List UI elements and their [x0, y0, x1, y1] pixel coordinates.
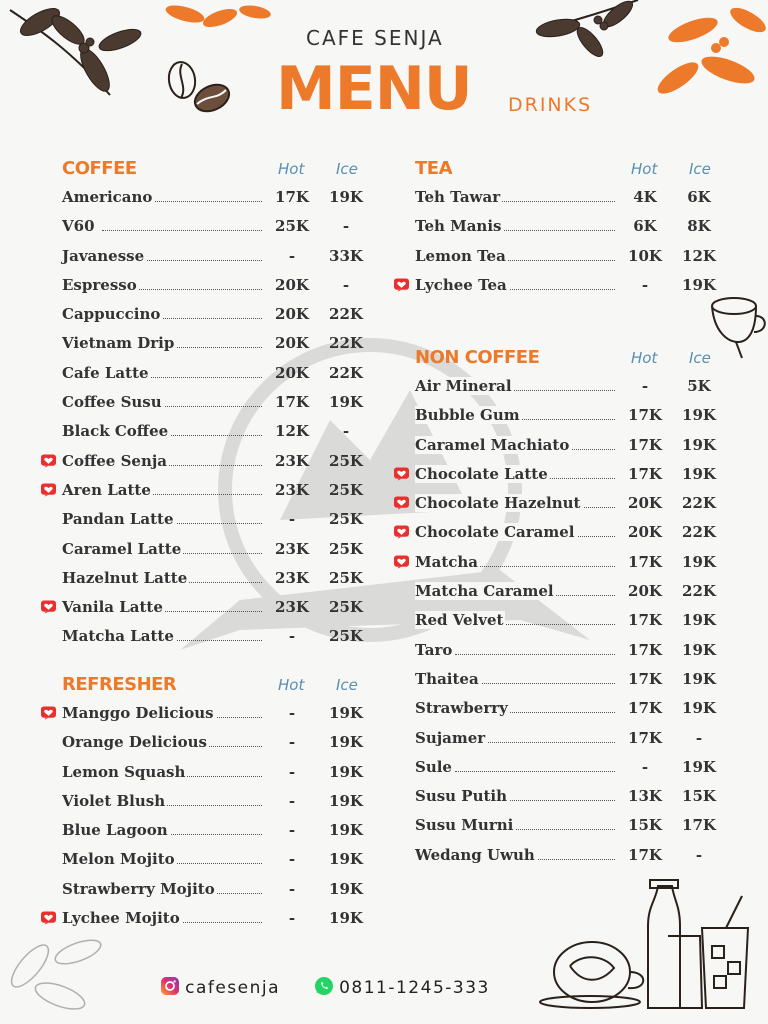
menu-item	[62, 592, 382, 621]
menu-item-name: Coffee Senja	[62, 451, 167, 470]
menu-item	[415, 810, 735, 839]
menu-item	[62, 563, 382, 592]
menu-item	[415, 270, 735, 299]
phone-number: 0811-1245-333	[339, 978, 490, 998]
menu-item	[62, 270, 382, 299]
menu-item-name: Wedang Uwuh	[415, 845, 535, 864]
menu-item-name: Melon Mojito	[62, 850, 175, 869]
favorite-heart-icon	[394, 555, 409, 569]
ice-price: 19K	[329, 762, 363, 781]
menu-item	[415, 371, 735, 400]
hot-price: 23K	[275, 539, 309, 558]
menu-item-name: Matcha Latte	[62, 627, 174, 646]
menu-item-name: Lychee Tea	[415, 275, 507, 294]
favorite-heart-icon	[41, 911, 56, 925]
ice-price: 33K	[329, 246, 363, 265]
hot-price: 20K	[275, 275, 309, 294]
menu-item-name: Strawberry Mojito	[62, 879, 215, 898]
coffee-section	[62, 158, 382, 651]
menu-item	[62, 727, 382, 756]
brand-name: CAFE SENJA	[306, 26, 444, 50]
ice-price: 19K	[329, 733, 363, 752]
hot-price: -	[288, 791, 296, 810]
ice-price: 22K	[682, 494, 716, 513]
menu-item	[415, 635, 735, 664]
ice-price: 19K	[682, 435, 716, 454]
hot-price: 13K	[628, 787, 662, 806]
ice-price: 19K	[682, 640, 716, 659]
menu-item	[62, 387, 382, 416]
hot-price: 17K	[628, 669, 662, 688]
menu-item	[62, 328, 382, 357]
menu-item-name: Aren Latte	[62, 480, 151, 499]
menu-item	[62, 786, 382, 815]
whatsapp-icon	[314, 976, 334, 996]
hot-price: 4K	[633, 188, 657, 206]
menu-item-name: Chocolate Latte	[415, 464, 548, 483]
hot-price: -	[288, 246, 296, 265]
hot-price: 10K	[628, 246, 662, 265]
favorite-heart-icon	[41, 706, 56, 720]
menu-item	[62, 299, 382, 328]
ice-price: 17K	[682, 816, 716, 835]
menu-item	[415, 576, 735, 605]
menu-item-name: Caramel Latte	[62, 539, 182, 558]
menu-item-name: Espresso	[62, 275, 137, 294]
menu-item-name: Thaitea	[415, 669, 479, 688]
menu-item	[62, 698, 382, 727]
section-title: NON COFFEE	[415, 347, 540, 368]
menu-item	[415, 182, 735, 211]
menu-item-name: Javanesse	[62, 246, 145, 265]
menu-item-name: Chocolate Hazelnut	[415, 494, 581, 513]
ice-price: 19K	[329, 791, 363, 810]
menu-item	[62, 211, 382, 240]
hot-price: 23K	[275, 598, 309, 617]
hot-price: 12K	[275, 422, 309, 441]
favorite-heart-icon	[41, 483, 56, 497]
menu-item-name: Taro	[415, 640, 453, 659]
menu-item-name: Vietnam Drip	[62, 334, 175, 353]
favorite-heart-icon	[41, 600, 56, 614]
menu-item-name: Americano	[62, 188, 153, 206]
ice-price: 19K	[329, 879, 363, 898]
whatsapp-contact[interactable]	[314, 976, 490, 1002]
page-title: MENU	[276, 54, 472, 124]
hot-price: 17K	[628, 552, 662, 571]
menu-item	[415, 547, 735, 576]
hot-column-header: Hot	[631, 349, 658, 367]
ice-price: 5K	[687, 377, 711, 395]
menu-item-name: Cappuccino	[62, 305, 161, 324]
hot-price: 17K	[628, 699, 662, 718]
ice-column-header: Ice	[336, 160, 358, 178]
menu-item-name: Strawberry	[415, 699, 508, 718]
ice-price: -	[342, 275, 350, 294]
menu-item	[415, 241, 735, 270]
menu-item-name: Caramel Machiato	[415, 435, 570, 454]
ice-price: -	[342, 217, 350, 236]
menu-item	[415, 517, 735, 546]
hot-price: 23K	[275, 451, 309, 470]
hot-price: 17K	[628, 464, 662, 483]
ice-price: 22K	[682, 582, 716, 601]
hot-price: 20K	[275, 305, 309, 324]
ice-price: 25K	[329, 480, 363, 499]
hot-price: 23K	[275, 480, 309, 499]
hot-column-header: Hot	[278, 160, 305, 178]
drinks-illustration	[530, 876, 768, 1010]
menu-item	[62, 182, 382, 211]
ice-price: 12K	[682, 246, 716, 265]
ice-price: 19K	[329, 704, 363, 722]
menu-item-name: Blue Lagoon	[62, 821, 168, 840]
ice-column-header: Ice	[689, 349, 711, 367]
dot-leader	[102, 230, 262, 231]
ice-price: 19K	[682, 406, 716, 425]
menu-item-name: Hazelnut Latte	[62, 568, 188, 587]
favorite-heart-icon	[394, 467, 409, 481]
menu-item-name: Matcha	[415, 552, 479, 571]
menu-item	[415, 488, 735, 517]
menu-item	[62, 874, 382, 903]
hot-price: 6K	[633, 217, 657, 236]
ice-price: 22K	[329, 363, 363, 382]
menu-item	[415, 840, 735, 869]
ice-price: 22K	[329, 334, 363, 353]
menu-item-name: Bubble Gum	[415, 406, 520, 425]
menu-item	[62, 621, 382, 650]
hot-price: -	[288, 850, 296, 869]
ice-price: -	[695, 728, 703, 747]
ice-price: 25K	[329, 598, 363, 617]
ice-price: 19K	[682, 464, 716, 483]
hot-price: -	[288, 510, 296, 529]
menu-item	[62, 475, 382, 504]
hot-price: -	[288, 733, 296, 752]
ice-price: 15K	[682, 787, 716, 806]
ice-price: 22K	[329, 305, 363, 324]
hot-price: 20K	[628, 523, 662, 542]
menu-item-name: Coffee Susu	[62, 393, 162, 412]
menu-item	[62, 416, 382, 445]
dot-leader	[455, 771, 615, 772]
menu-item	[415, 211, 735, 240]
ice-price: 25K	[329, 539, 363, 558]
hot-price: 17K	[628, 611, 662, 630]
hot-price: 20K	[275, 334, 309, 353]
hot-price: -	[641, 377, 649, 395]
menu-item	[62, 446, 382, 475]
menu-item-name: Pandan Latte	[62, 510, 174, 529]
menu-item-name: Violet Blush	[62, 791, 166, 810]
ice-price: 19K	[329, 909, 363, 928]
hot-price: -	[288, 909, 296, 928]
hot-price: -	[288, 627, 296, 646]
menu-item	[415, 693, 735, 722]
favorite-heart-icon	[41, 454, 56, 468]
menu-item-name: Black Coffee	[62, 422, 169, 441]
hot-price: -	[641, 275, 649, 294]
menu-item-name: Chocolate Caramel	[415, 523, 575, 542]
hot-price: 25K	[275, 217, 309, 236]
hot-price: 17K	[275, 188, 309, 206]
menu-item	[62, 903, 382, 932]
menu-item-name: Sule	[415, 757, 452, 776]
ice-price: 25K	[329, 510, 363, 529]
ice-price: 19K	[329, 393, 363, 412]
ice-price: 19K	[682, 611, 716, 630]
menu-item-name: Teh Manis	[415, 217, 502, 236]
menu-item	[62, 815, 382, 844]
section-title: REFRESHER	[62, 674, 177, 695]
menu-item-name: Teh Tawar	[415, 188, 501, 206]
ice-price: -	[695, 845, 703, 864]
menu-item-name: Lychee Mojito	[62, 909, 180, 928]
ice-price: 19K	[682, 757, 716, 776]
instagram-handle: cafesenja	[185, 978, 281, 998]
menu-item	[62, 504, 382, 533]
tea-section	[415, 158, 735, 299]
menu-item-name: Orange Delicious	[62, 733, 207, 752]
menu-item-name: Cafe Latte	[62, 363, 149, 382]
hot-price: -	[288, 762, 296, 781]
menu-item-name: Susu Murni	[415, 816, 514, 835]
menu-item-name: Red Velvet	[415, 611, 504, 630]
menu-item	[415, 459, 735, 488]
hot-price: 20K	[628, 494, 662, 513]
menu-item	[415, 605, 735, 634]
hot-price: 17K	[628, 406, 662, 425]
ice-price: -	[342, 422, 350, 441]
leaf-illustration	[0, 926, 120, 1024]
menu-item	[415, 723, 735, 752]
ice-price: 25K	[329, 451, 363, 470]
hot-price: 20K	[628, 582, 662, 601]
menu-item	[62, 241, 382, 270]
ice-column-header: Ice	[689, 160, 711, 178]
hot-price: -	[288, 821, 296, 840]
menu-item	[415, 781, 735, 810]
menu-item-name: Air Mineral	[415, 377, 512, 395]
favorite-heart-icon	[394, 278, 409, 292]
hot-column-header: Hot	[631, 160, 658, 178]
hot-price: 17K	[628, 728, 662, 747]
ice-price: 19K	[682, 669, 716, 688]
hot-price: -	[288, 879, 296, 898]
refresher-section	[62, 674, 382, 932]
ice-price: 19K	[329, 850, 363, 869]
dot-leader	[455, 654, 615, 655]
menu-item-name: Manggo Delicious	[62, 704, 214, 722]
hot-price: -	[288, 704, 296, 722]
instagram-contact[interactable]	[160, 976, 280, 1002]
ice-price: 19K	[329, 188, 363, 206]
ice-price: 19K	[329, 821, 363, 840]
instagram-icon	[160, 976, 180, 996]
menu-item-name: Susu Putih	[415, 787, 508, 806]
ice-price: 19K	[682, 699, 716, 718]
hot-price: 17K	[628, 640, 662, 659]
ice-price: 19K	[682, 552, 716, 571]
menu-item-name: Lemon Tea	[415, 246, 506, 265]
hot-price: 23K	[275, 568, 309, 587]
non-coffee-section	[415, 347, 735, 869]
hot-price: 15K	[628, 816, 662, 835]
page-subtitle: DRINKS	[508, 94, 593, 116]
favorite-heart-icon	[394, 525, 409, 539]
ice-price: 25K	[329, 568, 363, 587]
menu-item	[62, 358, 382, 387]
menu-item	[415, 664, 735, 693]
ice-price: 19K	[682, 275, 716, 294]
menu-item	[415, 430, 735, 459]
ice-price: 8K	[687, 217, 711, 236]
menu-item	[415, 752, 735, 781]
hot-price: 17K	[628, 845, 662, 864]
hot-price: 20K	[275, 363, 309, 382]
menu-item	[62, 757, 382, 786]
menu-item-name: Matcha Caramel	[415, 582, 554, 601]
favorite-heart-icon	[394, 496, 409, 510]
section-title: TEA	[415, 158, 453, 179]
ice-price: 22K	[682, 523, 716, 542]
menu-item-name: Lemon Squash	[62, 762, 186, 781]
menu-item-name: Sujamer	[415, 728, 486, 747]
menu-item	[415, 400, 735, 429]
hot-price: 17K	[628, 435, 662, 454]
menu-item-name: Vanila Latte	[62, 598, 163, 617]
hot-price: 17K	[275, 393, 309, 412]
menu-item-name: V60	[62, 217, 95, 236]
section-title: COFFEE	[62, 158, 137, 179]
menu-item	[62, 844, 382, 873]
ice-price: 6K	[687, 188, 711, 206]
hot-price: -	[641, 757, 649, 776]
hot-column-header: Hot	[278, 676, 305, 694]
ice-column-header: Ice	[336, 676, 358, 694]
menu-item	[62, 534, 382, 563]
ice-price: 25K	[329, 627, 363, 646]
